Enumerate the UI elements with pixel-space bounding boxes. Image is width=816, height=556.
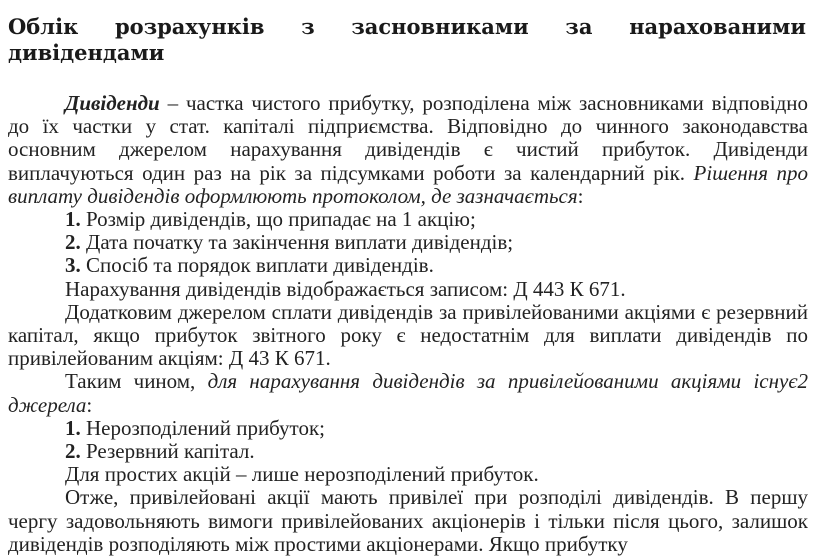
title-word: нарахованими — [629, 14, 806, 39]
accounting-entry-paragraph: Нарахування дивідендів відображається записом: Д 443 К 671. — [65, 276, 626, 301]
title-word: Облік — [8, 14, 79, 39]
title-word: розрахунків — [115, 14, 265, 39]
conclusion-paragraph: Отже, привілейовані акції мають привілеї при розподілі дивідендів. В першу чергу задовольняють вимоги привілейованих акціонерів і тільки після цього, залишок дивідендів розподіляють між простими акціонерами. Якщо прибутку — [8, 485, 808, 556]
title-line-1 — [8, 14, 806, 40]
dividends-definition-paragraph — [8, 92, 808, 208]
title-line-2: дивідендами — [8, 40, 165, 65]
thus-paragraph — [8, 370, 808, 416]
definition-text: – частка чистого прибутку, розподілена між засновниками відповідно до їх частки у стат. капіталі підприємства. Відповідно до чинного законодавства основним джерелом нарахування дивідендів є чистий прибуток. Дивіденди виплачуються один раз на рік за підсумками роботи за календарний рік. — [8, 91, 808, 185]
colon: : — [86, 392, 93, 417]
title-word: за — [565, 14, 593, 39]
list-number: 1. — [65, 415, 81, 440]
thus-lead: Таким чином, — [65, 369, 208, 394]
list-number: 2. — [65, 439, 81, 464]
list-text: Розмір дивідендів, що припадає на 1 акцію; — [80, 207, 476, 232]
title-word: засновниками — [351, 14, 529, 39]
thus-italic: для нарахування дивідендів за привілейованими акціями існує2 джерела — [8, 369, 808, 417]
simple-shares-paragraph: Для простих акцій – лише нерозподілений прибуток. — [65, 462, 539, 487]
list-number: 2. — [65, 230, 81, 255]
list-item — [8, 440, 808, 463]
list-text: Нерозподілений прибуток; — [80, 415, 325, 440]
title-word: з — [301, 14, 315, 39]
list-number: 1. — [65, 207, 81, 232]
list-item — [8, 208, 808, 231]
list-text: Спосіб та порядок виплати дивідендів. — [80, 253, 434, 278]
decision-italic: Рішення про виплату дивідендів оформлюють протоколом, де зазначається — [8, 160, 808, 208]
document-title — [8, 14, 806, 66]
term-dividends: Дивіденди — [65, 91, 160, 115]
additional-source-paragraph: Додатковим джерелом сплати дивідендів за привілейованими акціями є резервний капітал, якщо прибуток звітного року є недостатнім для виплати дивідендів по привілейованим акціям: Д 43 К 671. — [8, 299, 808, 371]
list-item — [8, 254, 808, 277]
list-text: Резервний капітал. — [80, 439, 255, 464]
list-item — [8, 231, 808, 254]
list-item — [8, 417, 808, 440]
list-text: Дата початку та закінчення виплати дивідендів; — [80, 230, 514, 255]
colon: : — [577, 183, 584, 208]
list-number: 3. — [65, 253, 81, 278]
document-body — [8, 92, 808, 556]
